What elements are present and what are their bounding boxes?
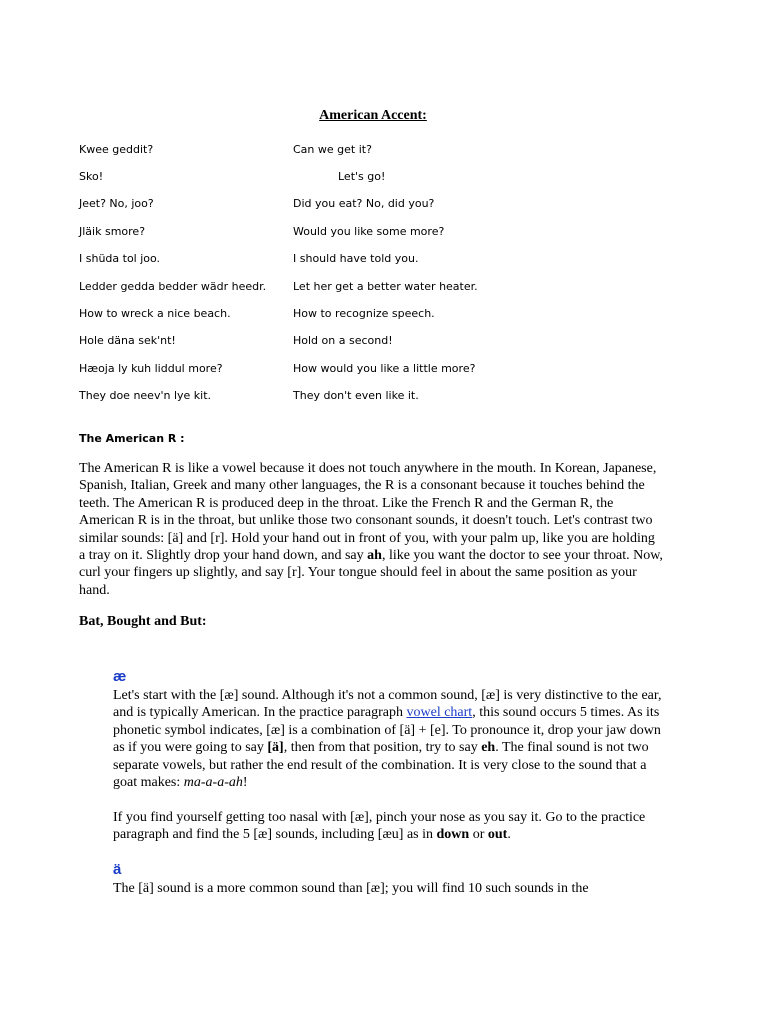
reduced-phrase: Jläik smore? [79,225,146,238]
emphasis-ah: ah [367,548,382,564]
standard-phrase: How to recognize speech. [293,307,435,320]
standard-phrase: Let's go! [338,170,386,183]
paragraph-text: , this sound occurs 5 times. As its phonetic symbol indicates, [æ] is a combination of [ä] + [e]. To pronounce it, drop your jaw down as if you were going to say [113,705,661,756]
american-r-paragraph [79,460,664,599]
emphasis-eh: eh [481,740,496,756]
goat-sound: ma-a-a-ah [183,775,243,791]
reduced-phrase: How to wreck a nice beach. [79,307,231,320]
reduced-phrase: They doe neev'n lye kit. [79,389,212,402]
standard-phrase: Would you like some more? [293,225,445,238]
nasal-paragraph [113,809,671,844]
paragraph-text: If you find yourself getting too nasal with [æ], pinch your nose as you say it. Go to the practice paragraph and find the 5 [æ] sounds, including [æu] as in [113,810,646,843]
reduced-phrase: Ledder gedda bedder wädr heedr. [79,280,267,293]
emphasis-out: out [487,827,508,843]
bat-bought-but-heading: Bat, Bought and But: [79,614,207,629]
a-symbol-heading: ä [113,861,122,878]
american-r-heading: The American R : [79,432,185,445]
ae-symbol-heading: æ [113,668,127,685]
paragraph-text: , then from that position, try to say [283,740,482,756]
reduced-phrase: Kwee geddit? [79,143,154,156]
standard-phrase: Hold on a second! [293,334,393,347]
standard-phrase: They don't even like it. [293,389,419,402]
vowel-chart-link[interactable]: vowel chart [406,705,473,721]
standard-phrase: How would you like a little more? [293,362,476,375]
reduced-phrase: I shüda tol joo. [79,252,161,265]
standard-phrase: I should have told you. [293,252,419,265]
reduced-phrase: Hæoja ly kuh liddul more? [79,362,223,375]
page-title: American Accent: [319,108,427,123]
standard-phrase: Can we get it? [293,143,372,156]
paragraph-text: ! [242,775,248,791]
reduced-phrase: Sko! [79,170,104,183]
reduced-phrase: Jeet? No, joo? [79,197,154,210]
ae-paragraph [113,687,671,791]
paragraph-text: , like you want the doctor to see your throat. Now, curl your fingers up slightly, and say [r]. Your tongue should feel in about the same position as your hand. [79,548,663,598]
paragraph-text: The American R is like a vowel because it does not touch anywhere in the mouth. In Korean, Japanese, Spanish, Italian, Greek and many other languages, the R is a consonant because it touches behind the teeth. The American R is produced deep in the throat. Like the French R and the German R, the American R is in the throat, but unlike those two consonant sounds, it doesn't touch. Let's contrast two similar sounds: [ä] and [r]. Hold your hand out in front of you, with your palm up, like you are holding a tray on it. Slightly drop your hand down, and say [79,461,657,564]
paragraph-text: Let's start with the [æ] sound. Although it's not a common sound, [æ] is very distinctive to the ear, and is typically American. In the practice paragraph [113,688,662,721]
paragraph-text: . The final sound is not two separate vowels, but rather the end result of the combination. It is very close to the sound that a goat makes: [113,740,649,791]
standard-phrase: Did you eat? No, did you? [293,197,435,210]
paragraph-text: or [469,827,488,843]
paragraph-text: . [507,827,511,843]
a-paragraph: The [ä] sound is a more common sound than [æ]; you will find 10 such sounds in the [113,881,589,896]
standard-phrase: Let her get a better water heater. [293,280,478,293]
emphasis-a: [ä] [267,740,284,756]
emphasis-down: down [436,827,470,843]
reduced-phrase: Hole däna sek'nt! [79,334,176,347]
